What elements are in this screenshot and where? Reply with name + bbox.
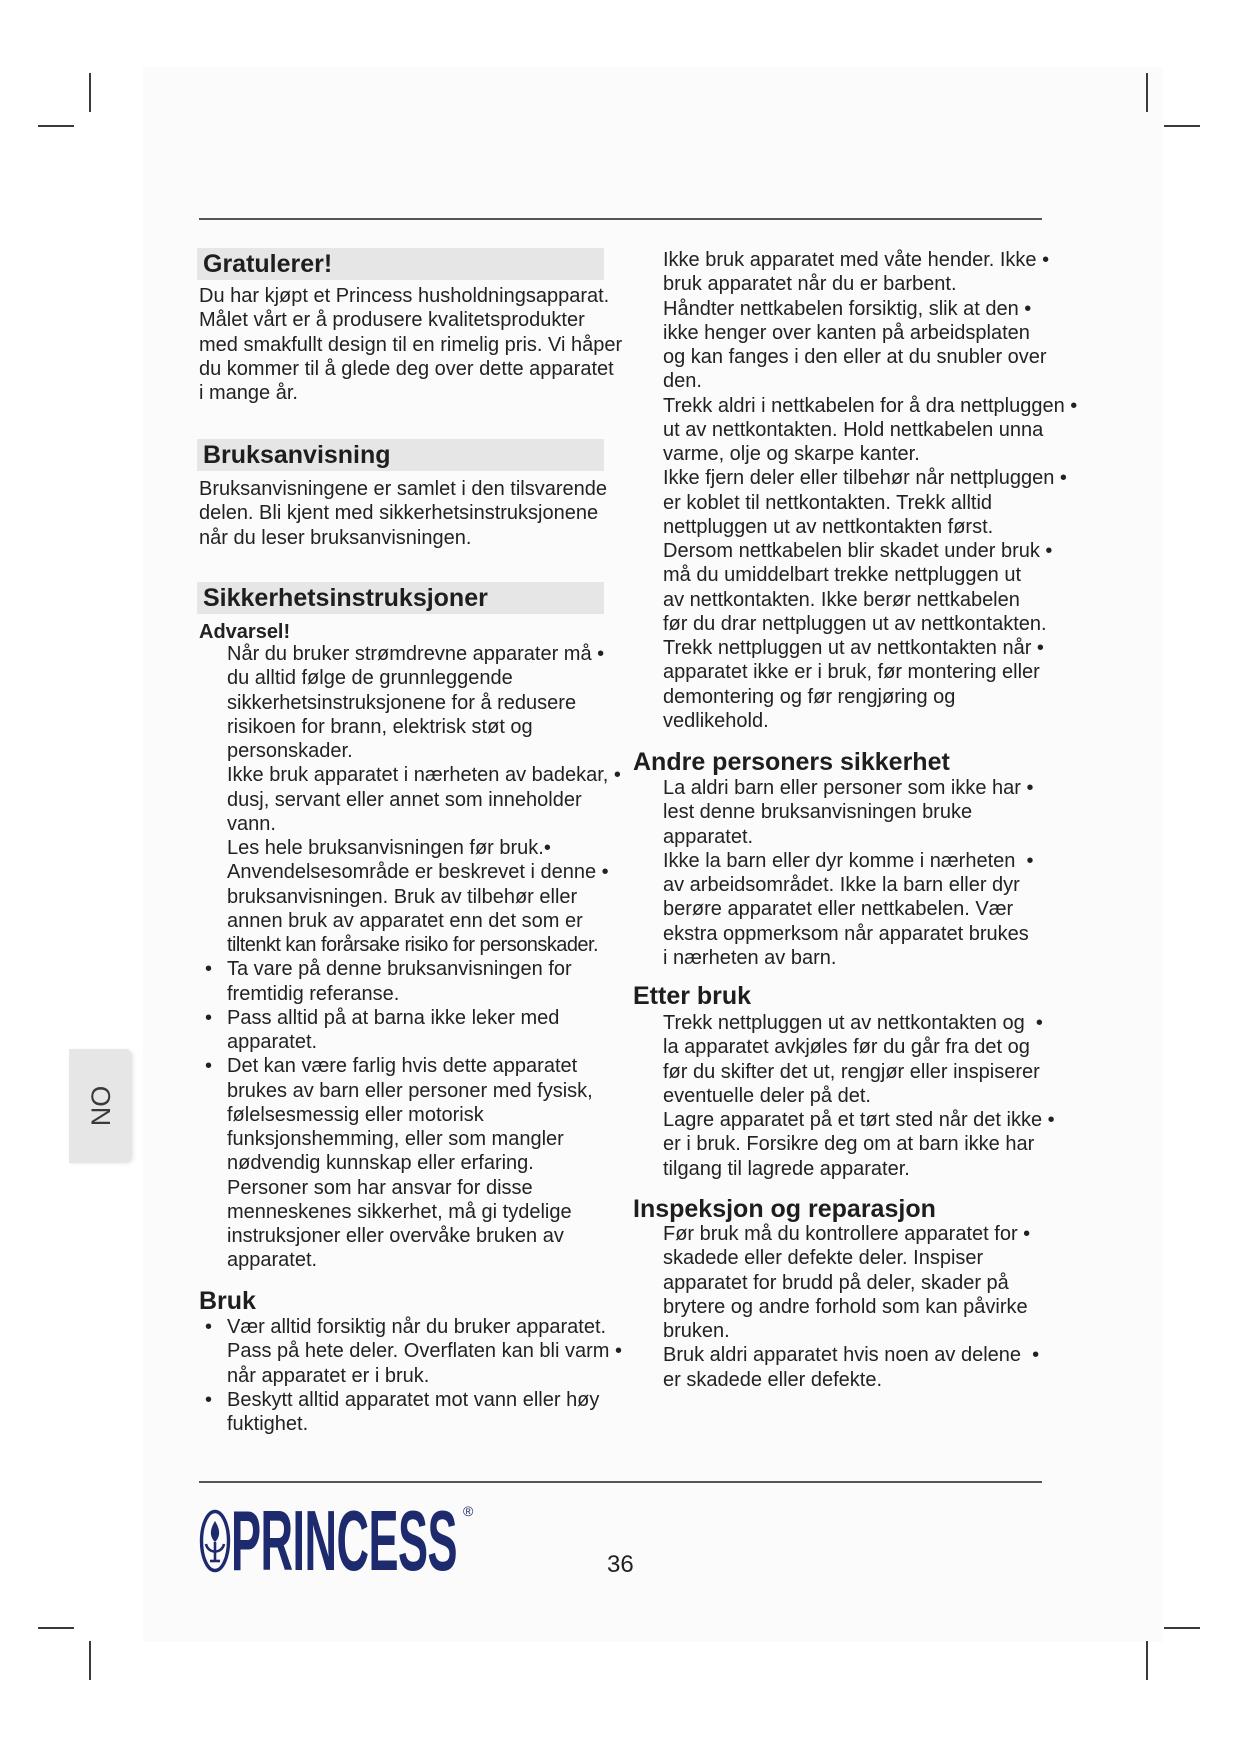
- text-line: tilgang til lagrede apparater.: [663, 1157, 910, 1180]
- text-line: fuktighet.: [227, 1413, 309, 1435]
- text-line: ut av nettkontakten. Hold nettkabelen unna: [663, 418, 1044, 441]
- crop-mark: [1146, 73, 1148, 112]
- text-line: Bruk aldri apparatet hvis noen av delene •: [663, 1344, 1040, 1367]
- text-line: følelsesmessig eller motorisk: [227, 1103, 484, 1126]
- crop-mark: [1164, 125, 1200, 127]
- text-line: Lagre apparatet på et tørt sted når det ikke •: [663, 1109, 1055, 1131]
- text-line: bruksanvisningen. Bruk av tilbehør eller: [227, 885, 578, 908]
- section-heading-use: Bruk: [199, 1287, 256, 1315]
- text-line: bruk apparatet når du er barbent.: [663, 273, 957, 296]
- bullet-text: Ta vare på denne bruksanvisningen for: [227, 958, 572, 981]
- text-line: ekstra oppmerksom når apparatet brukes: [663, 922, 1029, 945]
- text-line: tiltenkt kan forårsake risiko for personskader.: [227, 934, 598, 956]
- text-line: Trekk nettpluggen ut av nettkontakten når •: [663, 637, 1044, 659]
- section-heading-instructions: Bruksanvisning: [197, 439, 604, 471]
- others-safety-text: [663, 776, 1034, 970]
- section-heading-congratulations: Gratulerer!: [197, 248, 604, 280]
- text-line: varme, olje og skarpe kanter.: [663, 443, 920, 465]
- section-heading-inspection: Inspeksjon og reparasjon: [633, 1195, 936, 1223]
- text-line: den.: [663, 370, 702, 393]
- inspection-text: [663, 1222, 1039, 1392]
- text-line: apparatet.: [227, 1031, 318, 1053]
- text-line: dusj, servant eller annet som inneholder: [227, 788, 582, 811]
- text-line: personskader.: [227, 740, 353, 762]
- text-line: Ikke fjern deler eller tilbehør når nettpluggen •: [663, 467, 1067, 490]
- text-line: du kommer til å glede deg over dette apparatet: [199, 357, 614, 380]
- text-line: du alltid følge de grunnleggende: [227, 667, 513, 690]
- bullet-text: Vær alltid forsiktig når du bruker apparatet.: [227, 1316, 607, 1338]
- use-text: [205, 1315, 622, 1436]
- text-line: før du skifter det ut, rengjør eller inspiserer: [663, 1060, 1040, 1083]
- text-line: Pass på hete deler. Overflaten kan bli varm •: [227, 1340, 622, 1363]
- text-line: berøre apparatet eller nettkabelen. Vær: [663, 898, 1014, 921]
- bullet-item-line: [205, 1054, 621, 1078]
- bullet-item-line: [205, 1315, 622, 1339]
- crop-mark: [38, 125, 74, 127]
- text-line: når apparatet er i bruk.: [227, 1364, 430, 1387]
- text-line: vedlikehold.: [663, 709, 769, 732]
- text-line: demontering og før rengjøring og: [663, 685, 956, 708]
- text-line: funksjonshemming, eller som mangler: [227, 1128, 564, 1150]
- text-line: risikoen for brann, elektrisk støt og: [227, 715, 533, 738]
- bullet-marker: •: [205, 1316, 213, 1338]
- text-line: Du har kjøpt et Princess husholdningsapparat.: [199, 285, 610, 307]
- crop-mark: [89, 1641, 91, 1680]
- bullet-text: Det kan være farlig hvis dette apparatet: [227, 1055, 578, 1078]
- language-code: NO: [85, 1085, 116, 1127]
- text-line: instruksjoner eller overvåke bruken av: [227, 1225, 564, 1247]
- text-line: av arbeidsområdet. Ikke la barn eller dyr: [663, 874, 1020, 896]
- text-line: Bruksanvisningene er samlet i den tilsvarende: [199, 478, 607, 500]
- text-line: Før bruk må du kontrollere apparatet for •: [663, 1223, 1031, 1245]
- crop-mark: [38, 1627, 74, 1629]
- text-line: må du umiddelbart trekke nettpluggen ut: [663, 564, 1021, 587]
- text-line: er i bruk. Forsikre deg om at barn ikke har: [663, 1133, 1035, 1156]
- text-line: med smakfullt design til en rimelig pris. Vi håper: [199, 333, 623, 356]
- text-line: før du drar nettpluggen ut av nettkontakten.: [663, 612, 1047, 635]
- bullet-marker: •: [205, 1006, 213, 1029]
- princess-emblem-icon: [199, 1509, 231, 1573]
- text-line: Ikke bruk apparatet i nærheten av badekar, •: [227, 764, 621, 787]
- warning-label: Advarsel!: [199, 621, 291, 643]
- text-line: vann.: [227, 812, 276, 835]
- top-rule: [199, 218, 1042, 220]
- text-line: når du leser bruksanvisningen.: [199, 526, 472, 549]
- safety-text: [205, 642, 621, 1273]
- bullet-item-line: [205, 1388, 622, 1412]
- text-line: eventuelle deler på det.: [663, 1084, 871, 1107]
- text-line: apparatet.: [663, 825, 754, 848]
- crop-mark: [89, 73, 91, 112]
- text-line: er koblet til nettkontakten. Trekk alltid: [663, 491, 993, 514]
- text-line: delen. Bli kjent med sikkerhetsinstruksjonene: [199, 502, 599, 525]
- brand-logo-text: PRINCESS: [231, 1494, 458, 1589]
- text-line: Trekk aldri i nettkabelen for å dra nettpluggen •: [663, 394, 1078, 417]
- text-line: er skadede eller defekte.: [663, 1368, 883, 1391]
- text-line: apparatet.: [227, 1249, 318, 1272]
- safety-continued-text: [663, 248, 1077, 733]
- text-line: i mange år.: [199, 382, 298, 404]
- text-line: Håndter nettkabelen forsiktig, slik at den •: [663, 297, 1032, 320]
- bullet-marker: •: [205, 958, 213, 981]
- text-line: og kan fanges i den eller at du snubler over: [663, 346, 1047, 368]
- bullet-text: Pass alltid på at barna ikke leker med: [227, 1006, 560, 1029]
- crop-mark: [1146, 1641, 1148, 1680]
- crop-mark: [1164, 1627, 1200, 1629]
- text-line: skadede eller defekte deler. Inspiser: [663, 1247, 984, 1270]
- instructions-text: [199, 477, 607, 550]
- text-line: La aldri barn eller personer som ikke har •: [663, 777, 1034, 799]
- text-line: i nærheten av barn.: [663, 946, 837, 969]
- bullet-item-line: [205, 957, 621, 981]
- text-line: brytere og andre forhold som kan påvirke: [663, 1295, 1028, 1318]
- page-number: 36: [607, 1551, 634, 1578]
- text-line: Når du bruker strømdrevne apparater må •: [227, 643, 605, 665]
- language-side-tab: [69, 1049, 132, 1163]
- text-line: fremtidig referanse.: [227, 982, 400, 1005]
- text-line: Personer som har ansvar for disse: [227, 1176, 533, 1199]
- text-line: ikke henger over kanten på arbeidsplaten: [663, 321, 1030, 344]
- bullet-marker: •: [205, 1055, 213, 1078]
- section-heading-others-safety: Andre personers sikkerhet: [633, 748, 950, 776]
- text-line: bruken.: [663, 1320, 730, 1342]
- text-line: Målet vårt er å produsere kvalitetsprodukter: [199, 309, 585, 332]
- text-line: menneskenes sikkerhet, må gi tydelige: [227, 1200, 572, 1223]
- text-line: nødvendig kunnskap eller erfaring.: [227, 1152, 534, 1175]
- text-line: annen bruk av apparatet enn det som er: [227, 909, 583, 932]
- text-line: sikkerhetsinstruksjonene for å redusere: [227, 691, 577, 714]
- text-line: brukes av barn eller personer med fysisk,: [227, 1079, 593, 1102]
- bullet-item-line: [205, 1006, 621, 1030]
- text-line: Anvendelsesområde er beskrevet i denne •: [227, 861, 609, 884]
- section-heading-safety: Sikkerhetsinstruksjoner: [197, 582, 604, 614]
- text-line: apparatet for brudd på deler, skader på: [663, 1271, 1009, 1294]
- text-line: apparatet ikke er i bruk, før montering eller: [663, 661, 1040, 684]
- bullet-marker: •: [205, 1388, 213, 1411]
- text-line: Ikke bruk apparatet med våte hender. Ikke •: [663, 249, 1050, 271]
- text-line: la apparatet avkjøles før du går fra det og: [663, 1036, 1030, 1059]
- section-heading-after-use: Etter bruk: [633, 982, 752, 1010]
- text-line: lest denne bruksanvisningen bruke: [663, 801, 973, 824]
- after-use-text: [663, 1011, 1055, 1181]
- bottom-rule: [199, 1481, 1042, 1483]
- text-line: nettpluggen ut av nettkontakten først.: [663, 515, 994, 538]
- congratulations-text: [199, 284, 622, 405]
- registered-mark: ®: [463, 1503, 474, 1519]
- text-line: Dersom nettkabelen blir skadet under bruk •: [663, 540, 1053, 562]
- text-line: Ikke la barn eller dyr komme i nærheten •: [663, 849, 1034, 872]
- text-line: Trekk nettpluggen ut av nettkontakten og •: [663, 1012, 1043, 1034]
- text-line: av nettkontakten. Ikke berør nettkabelen: [663, 588, 1020, 611]
- bullet-text: Beskytt alltid apparatet mot vann eller høy: [227, 1388, 600, 1411]
- text-line: Les hele bruksanvisningen før bruk.•: [227, 837, 551, 859]
